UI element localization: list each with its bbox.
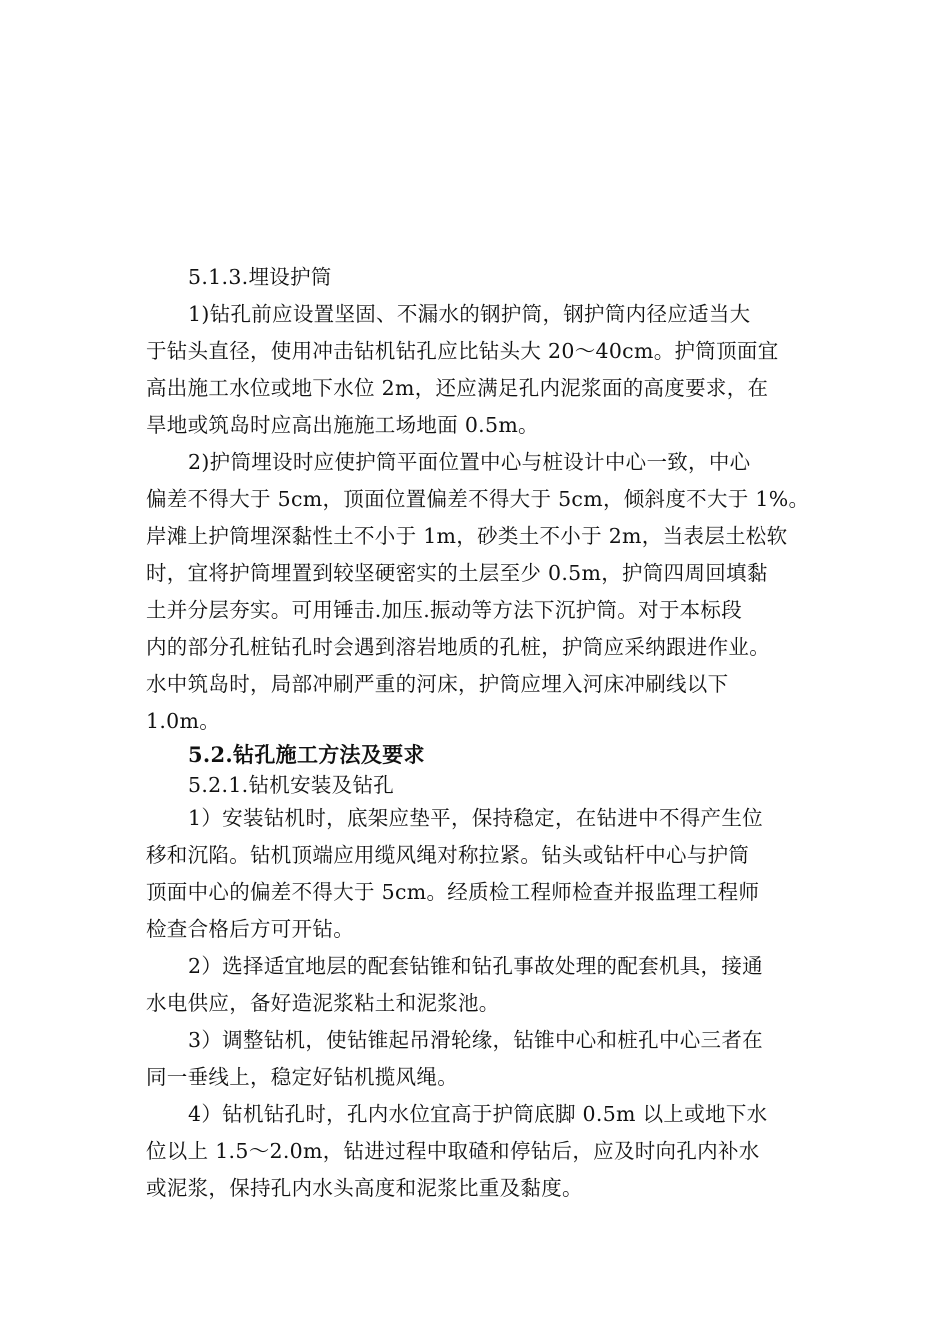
paragraph-6 — [146, 1096, 814, 1207]
paragraph-line: 检查合格后方可开钻。 — [146, 917, 354, 941]
paragraph-line: 高出施工水位或地下水位 2m，还应满足孔内泥浆面的高度要求，在 — [146, 376, 769, 400]
paragraph-line: 时，宜将护筒埋置到较坚硬密实的土层至少 0.5m，护筒四周回填黏 — [146, 561, 768, 585]
paragraph-line: 2)护筒埋设时应使护筒平面位置中心与桩设计中心一致，中心 — [188, 450, 751, 474]
paragraph-1 — [146, 296, 814, 444]
paragraph-line: 4）钻机钻孔时，孔内水位宜高于护筒底脚 0.5m 以上或地下水 — [188, 1102, 768, 1126]
paragraph-line: 于钻头直径，使用冲击钻机钻孔应比钻头大 20～40cm。护筒顶面宜 — [146, 339, 779, 363]
paragraph-line: 水电供应，备好造泥浆粘土和泥浆池。 — [146, 991, 500, 1015]
section-title-5-2: 5.2.钻孔施工方法及要求 — [188, 742, 425, 767]
section-title-5-2-1: 5.2.1.钻机安装及钻孔 — [188, 773, 395, 797]
paragraph-line: 岸滩上护筒埋深黏性土不小于 1m，砂类土不小于 2m，当表层土松软 — [146, 524, 788, 548]
section-title-5-1-3: 5.1.3.埋设护筒 — [188, 265, 332, 289]
paragraph-line: 2）选择适宜地层的配套钻锥和钻孔事故处理的配套机具，接通 — [188, 954, 763, 978]
paragraph-3 — [146, 800, 814, 948]
paragraph-line: 或泥浆，保持孔内水头高度和泥浆比重及黏度。 — [146, 1176, 583, 1200]
paragraph-line: 顶面中心的偏差不得大于 5cm。经质检工程师检查并报监理工程师 — [146, 880, 760, 904]
paragraph-line: 3）调整钻机，使钻锥起吊滑轮缘，钻锥中心和桩孔中心三者在 — [188, 1028, 763, 1052]
paragraph-line: 旱地或筑岛时应高出施施工场地面 0.5m。 — [146, 413, 539, 437]
paragraph-line: 1)钻孔前应设置坚固、不漏水的钢护筒，钢护筒内径应适当大 — [188, 302, 751, 326]
paragraph-line: 内的部分孔桩钻孔时会遇到溶岩地质的孔桩，护筒应采纳跟进作业。 — [146, 635, 770, 659]
paragraph-5 — [146, 1022, 814, 1096]
paragraph-line: 1）安装钻机时，底架应垫平，保持稳定，在钻进中不得产生位 — [188, 806, 763, 830]
paragraph-line: 位以上 1.5～2.0m，钻进过程中取碴和停钻后，应及时向孔内补水 — [146, 1139, 760, 1163]
paragraph-line: 偏差不得大于 5cm，顶面位置偏差不得大于 5cm，倾斜度不大于 1%。 — [146, 487, 810, 511]
document-body — [146, 259, 814, 1207]
paragraph-line: 移和沉陷。钻机顶端应用缆风绳对称拉紧。钻头或钻杆中心与护筒 — [146, 843, 750, 867]
paragraph-line: 1.0m。 — [146, 709, 221, 733]
paragraph-line: 土并分层夯实。可用锤击.加压.振动等方法下沉护筒。对于本标段 — [146, 598, 743, 622]
paragraph-line: 水中筑岛时，局部冲刷严重的河床，护筒应埋入河床冲刷线以下 — [146, 672, 729, 696]
paragraph-line: 同一垂线上，稳定好钻机揽风绳。 — [146, 1065, 458, 1089]
paragraph-2 — [146, 444, 814, 740]
paragraph-4 — [146, 948, 814, 1022]
